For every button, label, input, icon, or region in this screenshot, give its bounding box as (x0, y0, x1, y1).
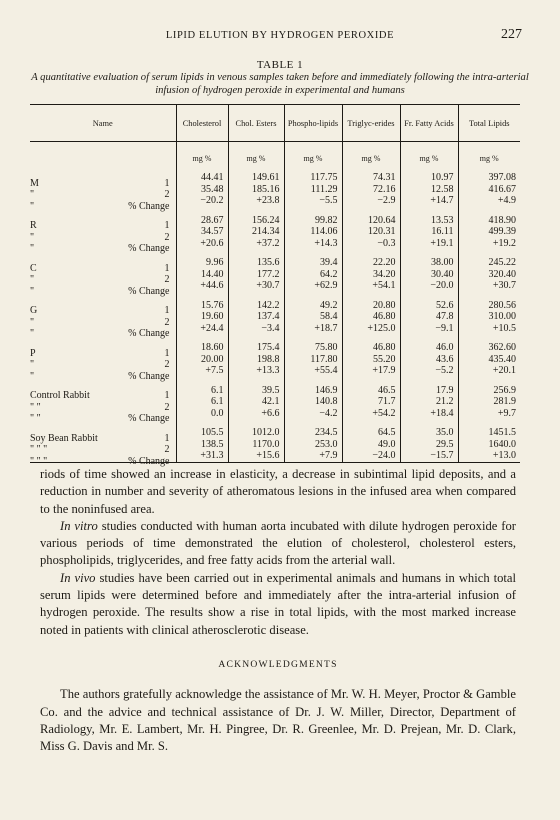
row-label (30, 396, 176, 413)
table-cell: 49.0 (342, 439, 400, 451)
table-cell: 362.60 (458, 334, 520, 354)
row-index: % Change (128, 243, 170, 255)
table-cell: 1640.0 (458, 439, 520, 451)
table-cell: 435.40 (458, 354, 520, 366)
table-cell: +20.1 (458, 365, 520, 377)
table-row (30, 365, 520, 377)
table-cell: 1012.0 (228, 419, 284, 439)
ditto-mark: " (30, 328, 35, 340)
table-cell: 58.4 (284, 311, 342, 323)
table-cell: 9.96 (176, 249, 228, 269)
table-cell: 35.48 (176, 184, 228, 196)
table-cell: 99.82 (284, 207, 342, 227)
table-cell: 10.97 (400, 164, 458, 184)
table-cell: 46.80 (342, 334, 400, 354)
ditto-mark: " (30, 316, 35, 328)
row-label (30, 269, 176, 286)
table-cell: −3.4 (228, 323, 284, 335)
table-body (30, 142, 520, 467)
row-index: % Change (128, 200, 170, 212)
table-cell: 47.8 (400, 311, 458, 323)
group-label: P (30, 347, 36, 359)
table-cell: 120.64 (342, 207, 400, 227)
table-row (30, 323, 520, 335)
table-cell: −20.2 (176, 195, 228, 207)
lipid-table (30, 104, 520, 467)
ditto-mark: " (30, 285, 35, 297)
table-cell: 42.1 (228, 396, 284, 408)
table-cell: 114.06 (284, 226, 342, 238)
table-cell: +30.7 (228, 280, 284, 292)
table-row (30, 396, 520, 408)
table-cell: −5.5 (284, 195, 342, 207)
table-row (30, 164, 520, 184)
row-label (30, 365, 176, 382)
ditto-mark: " (30, 274, 35, 286)
row-index: 2 (164, 316, 170, 328)
row-index: 1 (164, 220, 170, 232)
row-index: 1 (164, 432, 170, 444)
ditto-mark: " (30, 243, 35, 255)
in-vitro-term: In vitro (60, 518, 98, 533)
row-index: % Change (128, 328, 170, 340)
table-caption: A quantitative evaluation of serum lipids in venous samples taken before and immediately following the intra-arterial infusion of hydrogen peroxide in experimental and humans (31, 72, 529, 96)
table-cell: +19.2 (458, 238, 520, 250)
table-cell: +54.2 (342, 408, 400, 420)
table-cell: +4.9 (458, 195, 520, 207)
unit-label: mg % (400, 142, 458, 165)
table-cell: 1170.0 (228, 439, 284, 451)
table-cell: +30.7 (458, 280, 520, 292)
table-cell: 214.34 (228, 226, 284, 238)
group-label: C (30, 262, 37, 274)
row-index: 1 (164, 305, 170, 317)
table-cell: 35.0 (400, 419, 458, 439)
column-header: Chol. Esters (228, 105, 284, 142)
table-cell: 185.16 (228, 184, 284, 196)
column-header: Fr. Fatty Acids (400, 105, 458, 142)
group-label: Control Rabbit (30, 390, 90, 402)
row-index: 1 (164, 262, 170, 274)
table-cell: +7.5 (176, 365, 228, 377)
ditto-mark: " (30, 370, 35, 382)
table-cell: 6.1 (176, 377, 228, 397)
table-cell: 46.80 (342, 311, 400, 323)
table-cell: +18.4 (400, 408, 458, 420)
row-label (30, 249, 176, 274)
table-cell: 34.20 (342, 269, 400, 281)
table-cell: 137.4 (228, 311, 284, 323)
acknowledgments-text: The authors gratefully acknowledge the assistance of Mr. W. H. Meyer, Proctor & Gamble Co. and the advice and technical assistance of Dr. J. W. Miller, Director, Department of Radiology, Mr. E. Lambert, Mr. H. Pingree, Dr. R. Greenlee, Mr. D. Prejean, Mr. D. Clark, Miss G. Davis and Mr. S. (40, 687, 516, 754)
table-cell: 39.4 (284, 249, 342, 269)
row-label (30, 311, 176, 328)
row-label (30, 323, 176, 340)
paragraph-continuation: riods of time showed an increase in elasticity, a decrease in subintimal lipid deposits, and a reduction in number and severity of atheromatous lesions in the infused area when compared to the noninfused area. (40, 467, 516, 516)
row-label (30, 164, 176, 189)
table-cell: 43.6 (400, 354, 458, 366)
table-cell: 117.80 (284, 354, 342, 366)
ditto-mark: " " (30, 401, 41, 413)
table-cell: 64.5 (342, 419, 400, 439)
table-row (30, 419, 520, 439)
table-row (30, 207, 520, 227)
table-cell: 310.00 (458, 311, 520, 323)
table-cell: 0.0 (176, 408, 228, 420)
table-cell: 245.22 (458, 249, 520, 269)
table-cell: 19.60 (176, 311, 228, 323)
table-cell: 175.4 (228, 334, 284, 354)
in-vivo-term: In vivo (60, 570, 96, 585)
table-cell: +20.6 (176, 238, 228, 250)
page-number: 227 (501, 27, 522, 42)
table-row (30, 280, 520, 292)
table-cell: 14.40 (176, 269, 228, 281)
table-cell: +13.3 (228, 365, 284, 377)
row-label (30, 334, 176, 359)
column-header: Cholesterol (176, 105, 228, 142)
table-cell: −2.9 (342, 195, 400, 207)
column-header: Phospho-lipids (284, 105, 342, 142)
table-cell: +54.1 (342, 280, 400, 292)
ditto-mark: " " " (30, 455, 48, 467)
in-vivo-text: studies have been carried out in experimental animals and humans in which total serum lipids were determined before and immediately after the intra-arterial infusion of hydrogen peroxide. The results show a rise in total lipids, with the most marked increase noted in patients with clinical atherosclerotic disease. (40, 570, 516, 637)
units-blank (30, 142, 176, 165)
table-cell: +7.9 (284, 450, 342, 462)
table-cell: 20.80 (342, 292, 400, 312)
table-cell: −0.3 (342, 238, 400, 250)
group-label: G (30, 305, 38, 317)
table-row (30, 439, 520, 451)
unit-label: mg % (228, 142, 284, 165)
table-cell: 138.5 (176, 439, 228, 451)
row-index: % Change (128, 413, 170, 425)
table-cell: 52.6 (400, 292, 458, 312)
paragraph-in-vivo (40, 570, 516, 639)
table-cell: 75.80 (284, 334, 342, 354)
row-label (30, 419, 176, 444)
table-cell: 64.2 (284, 269, 342, 281)
table-cell: 16.11 (400, 226, 458, 238)
row-index: 2 (164, 401, 170, 413)
table-cell: 177.2 (228, 269, 284, 281)
row-label (30, 450, 176, 467)
table-cell: 234.5 (284, 419, 342, 439)
table-cell: 22.20 (342, 249, 400, 269)
row-label (30, 439, 176, 456)
table-cell: 38.00 (400, 249, 458, 269)
table-title: TABLE 1 (256, 59, 304, 71)
table-row (30, 334, 520, 354)
row-label (30, 238, 176, 255)
table-cell: 146.9 (284, 377, 342, 397)
table-cell: 397.08 (458, 164, 520, 184)
table-row (30, 408, 520, 420)
ditto-mark: " (30, 359, 35, 371)
ditto-mark: " " (30, 413, 41, 425)
table-row (30, 292, 520, 312)
table-cell: +9.7 (458, 408, 520, 420)
table-cell: 21.2 (400, 396, 458, 408)
row-label (30, 226, 176, 243)
table-cell: 111.29 (284, 184, 342, 196)
table-cell: −4.2 (284, 408, 342, 420)
table-cell: 120.31 (342, 226, 400, 238)
group-label: R (30, 220, 37, 232)
unit-label: mg % (284, 142, 342, 165)
table-row (30, 195, 520, 207)
ditto-mark: " (30, 231, 35, 243)
ditto-mark: " (30, 189, 35, 201)
table-header-row (30, 105, 520, 142)
table-cell: 72.16 (342, 184, 400, 196)
table-cell: 105.5 (176, 419, 228, 439)
table-cell: 142.2 (228, 292, 284, 312)
table-cell: 49.2 (284, 292, 342, 312)
row-label (30, 292, 176, 317)
table-cell: +19.1 (400, 238, 458, 250)
row-index: 1 (164, 390, 170, 402)
table-cell: +17.9 (342, 365, 400, 377)
table-row (30, 226, 520, 238)
table-cell: −5.2 (400, 365, 458, 377)
row-label (30, 377, 176, 402)
table-cell: 156.24 (228, 207, 284, 227)
paragraph-in-vitro (40, 518, 516, 570)
table-cell: 55.20 (342, 354, 400, 366)
row-index: 2 (164, 444, 170, 456)
table-cell: 18.60 (176, 334, 228, 354)
table-cell: 13.53 (400, 207, 458, 227)
table-row (30, 450, 520, 462)
table-cell: 140.8 (284, 396, 342, 408)
row-index: 2 (164, 231, 170, 243)
table-row (30, 238, 520, 250)
table-cell: +62.9 (284, 280, 342, 292)
table-cell: 12.58 (400, 184, 458, 196)
table-cell: 17.9 (400, 377, 458, 397)
table-cell: 30.40 (400, 269, 458, 281)
units-row (30, 142, 520, 165)
table-cell: 6.1 (176, 396, 228, 408)
table-cell: +31.3 (176, 450, 228, 462)
table-row (30, 377, 520, 397)
row-index: 2 (164, 189, 170, 201)
table-row (30, 311, 520, 323)
table-cell: −9.1 (400, 323, 458, 335)
table-cell: −20.0 (400, 280, 458, 292)
table-cell: 281.9 (458, 396, 520, 408)
column-header: Total Lipids (458, 105, 520, 142)
column-header: Triglyc-erides (342, 105, 400, 142)
table-cell: 198.8 (228, 354, 284, 366)
table-cell: 499.39 (458, 226, 520, 238)
row-label (30, 408, 176, 425)
table-cell: 46.5 (342, 377, 400, 397)
group-label: Soy Bean Rabbit (30, 432, 98, 444)
in-vitro-text: studies conducted with human aorta incubated with dilute hydrogen peroxide for various periods of time demonstrated the elution of cholesterol, cholesterol esters, phospholipids, triglycerides, and free fatty acids from the arterial wall. (40, 518, 516, 568)
row-label (30, 195, 176, 212)
unit-label: mg % (342, 142, 400, 165)
column-header: Name (30, 105, 176, 142)
table-row (30, 269, 520, 281)
table-cell: 149.61 (228, 164, 284, 184)
row-index: % Change (128, 285, 170, 297)
table-cell: 44.41 (176, 164, 228, 184)
row-index: % Change (128, 455, 170, 467)
group-label: M (30, 177, 39, 189)
row-label (30, 184, 176, 201)
table-cell: 1451.5 (458, 419, 520, 439)
table-cell: −15.7 (400, 450, 458, 462)
article-body (40, 466, 516, 755)
row-label (30, 354, 176, 371)
table-cell: 256.9 (458, 377, 520, 397)
table-cell: +125.0 (342, 323, 400, 335)
table-cell: −24.0 (342, 450, 400, 462)
table-cell: +14.7 (400, 195, 458, 207)
table-cell: 20.00 (176, 354, 228, 366)
table-cell: 280.56 (458, 292, 520, 312)
table-cell: +10.5 (458, 323, 520, 335)
table-cell: +37.2 (228, 238, 284, 250)
table-cell: +14.3 (284, 238, 342, 250)
table-cell: 46.0 (400, 334, 458, 354)
table-cell: 34.57 (176, 226, 228, 238)
table-cell: 29.5 (400, 439, 458, 451)
table-cell: +24.4 (176, 323, 228, 335)
table-cell: +44.6 (176, 280, 228, 292)
row-index: 1 (164, 347, 170, 359)
ditto-mark: " " " (30, 444, 48, 456)
table-cell: 15.76 (176, 292, 228, 312)
table-cell: +13.0 (458, 450, 520, 462)
row-index: 2 (164, 274, 170, 286)
table-cell: +18.7 (284, 323, 342, 335)
table-cell: +15.6 (228, 450, 284, 462)
table-cell: 28.67 (176, 207, 228, 227)
table-row (30, 249, 520, 269)
table-cell: +55.4 (284, 365, 342, 377)
acknowledgments-heading: ACKNOWLEDGMENTS (218, 658, 338, 670)
table-cell: 320.40 (458, 269, 520, 281)
table-cell: 74.31 (342, 164, 400, 184)
table-row (30, 184, 520, 196)
table-cell: 253.0 (284, 439, 342, 451)
row-label (30, 280, 176, 297)
table-cell: 135.6 (228, 249, 284, 269)
row-index: 1 (164, 177, 170, 189)
table-cell: 71.7 (342, 396, 400, 408)
table-cell: 39.5 (228, 377, 284, 397)
table-cell: +23.8 (228, 195, 284, 207)
running-head-title: LIPID ELUTION BY HYDROGEN PEROXIDE (165, 30, 395, 41)
row-index: % Change (128, 370, 170, 382)
ditto-mark: " (30, 200, 35, 212)
table-cell: 416.67 (458, 184, 520, 196)
unit-label: mg % (458, 142, 520, 165)
unit-label: mg % (176, 142, 228, 165)
table-cell: 418.90 (458, 207, 520, 227)
table-cell: 117.75 (284, 164, 342, 184)
table-row (30, 354, 520, 366)
table-cell: +6.6 (228, 408, 284, 420)
row-label (30, 207, 176, 232)
row-index: 2 (164, 359, 170, 371)
